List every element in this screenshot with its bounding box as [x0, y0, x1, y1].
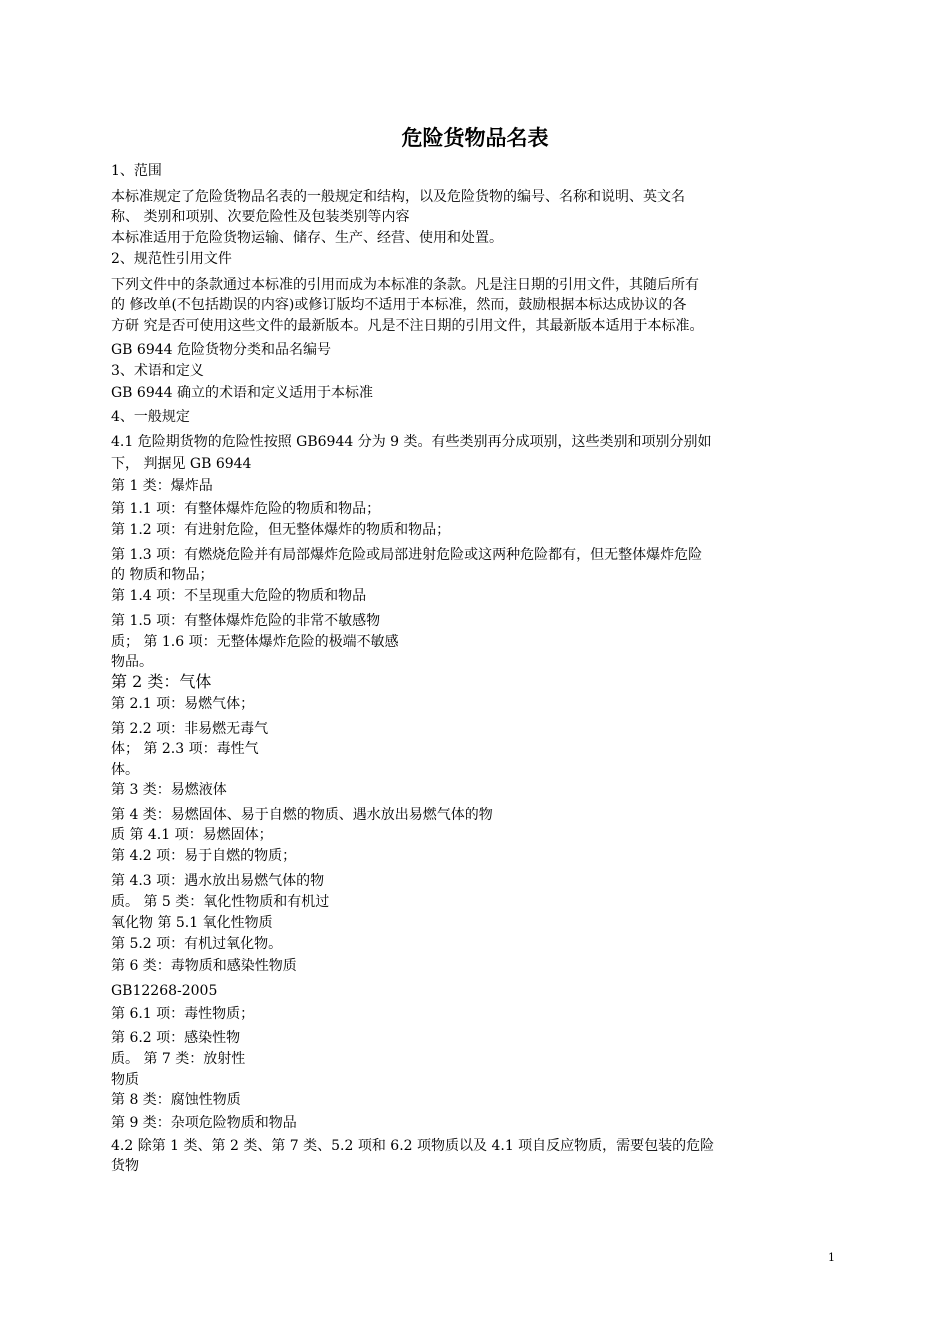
list-item: 的 物质和物品； [111, 567, 214, 583]
list-item: 第 1.4 项：不呈现重大危险的物质和物品 [111, 588, 367, 604]
list-item: 体； 第 2.3 项：毒性气 [111, 741, 259, 757]
paragraph-line: 4.2 除第 1 类、第 2 类、第 7 类、5.2 项和 6.2 项物质以及 4.1 项自反应物质，需要包装的危险 [111, 1138, 715, 1154]
list-item: 质。 第 7 类：放射性 [111, 1051, 246, 1067]
list-item: 物品。 [111, 654, 153, 670]
list-item: 第 2.2 项：非易燃无毒气 [111, 721, 269, 737]
paragraph-line: 货物 [111, 1158, 139, 1174]
class-heading: 第 4 类：易燃固体、易于自燃的物质、遇水放出易燃气体的物 [111, 807, 493, 823]
class-heading: 第 3 类：易燃液体 [111, 782, 227, 798]
class-heading: 第 9 类：杂项危险物质和物品 [111, 1115, 297, 1131]
list-item: 第 6.1 项：毒性物质； [111, 1006, 255, 1022]
paragraph-line: 的 修改单(不包括勘误的内容)或修订版均不适用于本标准，然而，鼓励根据本标达成协议的各 [111, 297, 687, 313]
document-title: 危险货物品名表 [401, 126, 549, 150]
list-item: 第 4.2 项：易于自燃的物质； [111, 848, 297, 864]
list-item: 物质 [111, 1072, 139, 1088]
list-item: 第 4.3 项：遇水放出易燃气体的物 [111, 873, 325, 889]
class-heading: 第 8 类：腐蚀性物质 [111, 1092, 241, 1108]
list-item: 第 6.2 项：感染性物 [111, 1030, 241, 1046]
section-heading-references: 2、规范性引用文件 [111, 251, 232, 267]
paragraph-line: 下列文件中的条款通过本标准的引用而成为本标准的条款。凡是注日期的引用文件，其随后所有 [111, 277, 699, 293]
list-item: 质； 第 1.6 项：无整体爆炸危险的极端不敏感 [111, 634, 399, 650]
standard-reference: GB12268-2005 [111, 983, 218, 999]
list-item: 第 1.3 项：有燃烧危险并有局部爆炸危险或局部进射危险或这两种危险都有，但无整体爆炸危险 [111, 547, 703, 563]
paragraph-line: 方研 究是否可使用这些文件的最新版本。凡是不注日期的引用文件，其最新版本适用于本标准。 [111, 318, 704, 334]
class-heading: 第 6 类：毒物质和感染性物质 [111, 958, 297, 974]
section-heading-general: 4、一般规定 [111, 409, 190, 425]
paragraph-line: 下， 判据见 GB 6944 [111, 456, 252, 472]
paragraph-line: 本标准规定了危险货物品名表的一般规定和结构，以及危险货物的编号、名称和说明、英文名 [111, 189, 685, 205]
section-heading-terms: 3、术语和定义 [111, 363, 204, 379]
class-heading: 第 1 类：爆炸品 [111, 478, 213, 494]
section-heading-scope: 1、范围 [111, 163, 162, 179]
class-heading: 第 2 类：气体 [111, 672, 212, 691]
list-item: 质。 第 5 类：氧化性物质和有机过 [111, 894, 330, 910]
paragraph-line: GB 6944 确立的术语和定义适用于本标准 [111, 385, 374, 401]
page-number: 1 [828, 1251, 835, 1264]
paragraph-line: 4.1 危险期货物的危险性按照 GB6944 分为 9 类。有些类别再分成项别，这些类别和项别分别如 [111, 434, 712, 450]
list-item: 第 1.5 项：有整体爆炸危险的非常不敏感物 [111, 613, 381, 629]
list-item: 第 1.2 项：有进射危险，但无整体爆炸的物质和物品； [111, 522, 451, 538]
paragraph-line: GB 6944 危险货物分类和品名编号 [111, 342, 332, 358]
list-item: 氧化物 第 5.1 氧化性物质 [111, 915, 273, 931]
list-item: 第 5.2 项：有机过氧化物。 [111, 936, 283, 952]
list-item: 第 2.1 项：易燃气体； [111, 696, 255, 712]
list-item: 第 1.1 项：有整体爆炸危险的物质和物品； [111, 501, 381, 517]
list-item: 体。 [111, 762, 139, 778]
list-item: 质 第 4.1 项：易燃固体； [111, 827, 273, 843]
paragraph-line: 称、 类别和项别、次要危险性及包装类别等内容 [111, 209, 410, 225]
paragraph-line: 本标准适用于危险货物运输、储存、生产、经营、使用和处置。 [111, 230, 503, 246]
